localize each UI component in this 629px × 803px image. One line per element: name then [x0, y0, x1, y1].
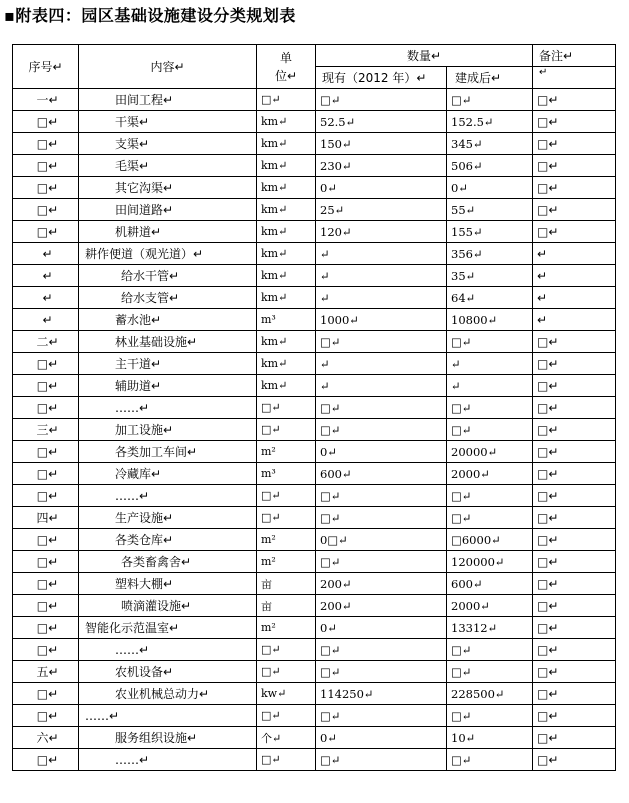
- row-seq: □↵: [13, 749, 79, 771]
- table-row: [13, 287, 616, 309]
- row-seq: 一↵: [13, 89, 79, 111]
- row-remarks: ↵: [533, 309, 616, 331]
- row-current: □↵: [316, 705, 447, 727]
- row-content: 支渠↵: [79, 133, 257, 155]
- header-content: 内容↵: [79, 45, 257, 89]
- table-row: [13, 727, 616, 749]
- row-planned: 0↵: [447, 177, 533, 199]
- row-current: 0↵: [316, 177, 447, 199]
- row-planned: 120000↵: [447, 551, 533, 573]
- table-row: [13, 749, 616, 771]
- table-row: [13, 375, 616, 397]
- row-remarks: □↵: [533, 419, 616, 441]
- row-remarks: ↵: [533, 243, 616, 265]
- row-remarks: □↵: [533, 595, 616, 617]
- row-content: 农机设备↵: [79, 661, 257, 683]
- row-content: 蓄水池↵: [79, 309, 257, 331]
- row-current: 0↵: [316, 441, 447, 463]
- row-current: 0↵: [316, 727, 447, 749]
- row-current: □↵: [316, 507, 447, 529]
- row-content: 辅助道↵: [79, 375, 257, 397]
- row-content: 各类仓库↵: [79, 529, 257, 551]
- row-planned: 506↵: [447, 155, 533, 177]
- row-seq: □↵: [13, 595, 79, 617]
- row-unit: km↵: [257, 265, 316, 287]
- row-remarks: □↵: [533, 617, 616, 639]
- row-planned: 356↵: [447, 243, 533, 265]
- row-seq: □↵: [13, 639, 79, 661]
- row-content: 加工设施↵: [79, 419, 257, 441]
- row-seq: □↵: [13, 397, 79, 419]
- row-current: □↵: [316, 749, 447, 771]
- row-seq: □↵: [13, 463, 79, 485]
- row-planned: □↵: [447, 397, 533, 419]
- row-seq: 二↵: [13, 331, 79, 353]
- row-seq: □↵: [13, 441, 79, 463]
- row-content: 服务组织设施↵: [79, 727, 257, 749]
- row-unit: m²: [257, 551, 316, 573]
- row-remarks: □↵: [533, 661, 616, 683]
- row-seq: □↵: [13, 617, 79, 639]
- row-content: 毛渠↵: [79, 155, 257, 177]
- row-content: 机耕道↵: [79, 221, 257, 243]
- table-row: [13, 265, 616, 287]
- row-current: 150↵: [316, 133, 447, 155]
- row-unit: □↵: [257, 661, 316, 683]
- row-planned: 2000↵: [447, 595, 533, 617]
- table-row: [13, 419, 616, 441]
- row-seq: □↵: [13, 133, 79, 155]
- row-remarks: □↵: [533, 639, 616, 661]
- row-seq: ↵: [13, 309, 79, 331]
- row-remarks: □↵: [533, 705, 616, 727]
- row-seq: ↵: [13, 243, 79, 265]
- row-remarks: □↵: [533, 353, 616, 375]
- row-planned: □↵: [447, 419, 533, 441]
- row-remarks: □↵: [533, 199, 616, 221]
- row-remarks: □↵: [533, 89, 616, 111]
- row-unit: km↵: [257, 177, 316, 199]
- row-unit: 个↵: [257, 727, 316, 749]
- row-seq: □↵: [13, 705, 79, 727]
- row-current: □↵: [316, 331, 447, 353]
- table-row: [13, 221, 616, 243]
- row-seq: 六↵: [13, 727, 79, 749]
- row-unit: □↵: [257, 397, 316, 419]
- row-remarks: □↵: [533, 463, 616, 485]
- row-content: 给水干管↵: [79, 265, 257, 287]
- row-content: ……↵: [79, 485, 257, 507]
- table-row: [13, 485, 616, 507]
- row-content: 田间道路↵: [79, 199, 257, 221]
- table-row: [13, 397, 616, 419]
- row-planned: ↵: [447, 375, 533, 397]
- row-unit: 亩: [257, 573, 316, 595]
- row-remarks: □↵: [533, 749, 616, 771]
- row-content: 各类加工车间↵: [79, 441, 257, 463]
- row-seq: □↵: [13, 573, 79, 595]
- table-row: [13, 639, 616, 661]
- row-unit: km↵: [257, 353, 316, 375]
- row-unit: □↵: [257, 89, 316, 111]
- row-seq: ↵: [13, 287, 79, 309]
- row-content: 林业基础设施↵: [79, 331, 257, 353]
- row-current: □↵: [316, 419, 447, 441]
- header-remarks-sub: ↵: [533, 67, 616, 89]
- table-row: [13, 89, 616, 111]
- row-current: 200↵: [316, 573, 447, 595]
- row-remarks: ↵: [533, 287, 616, 309]
- row-unit: m³: [257, 463, 316, 485]
- row-current: ↵: [316, 353, 447, 375]
- row-content: ……↵: [79, 639, 257, 661]
- row-unit: kw↵: [257, 683, 316, 705]
- row-current: 25↵: [316, 199, 447, 221]
- header-planned: 建成后↵: [447, 67, 533, 89]
- row-current: 114250↵: [316, 683, 447, 705]
- row-current: 0↵: [316, 617, 447, 639]
- table-row: [13, 111, 616, 133]
- table-row: [13, 661, 616, 683]
- row-planned: □↵: [447, 485, 533, 507]
- row-content: 农业机械总动力↵: [79, 683, 257, 705]
- row-current: 52.5↵: [316, 111, 447, 133]
- row-unit: km↵: [257, 133, 316, 155]
- row-seq: ↵: [13, 265, 79, 287]
- row-unit: □↵: [257, 485, 316, 507]
- table-row: [13, 683, 616, 705]
- table-body: [13, 89, 616, 771]
- table-row: [13, 507, 616, 529]
- table-row: [13, 353, 616, 375]
- row-planned: 55↵: [447, 199, 533, 221]
- row-unit: m³: [257, 309, 316, 331]
- row-remarks: □↵: [533, 133, 616, 155]
- row-planned: 35↵: [447, 265, 533, 287]
- row-seq: □↵: [13, 683, 79, 705]
- row-content: 喷滴灌设施↵: [79, 595, 257, 617]
- table-row: [13, 551, 616, 573]
- row-seq: □↵: [13, 375, 79, 397]
- row-unit: km↵: [257, 287, 316, 309]
- row-planned: □↵: [447, 749, 533, 771]
- row-content: 田间工程↵: [79, 89, 257, 111]
- row-remarks: □↵: [533, 111, 616, 133]
- row-planned: □↵: [447, 639, 533, 661]
- row-seq: □↵: [13, 155, 79, 177]
- row-planned: 152.5↵: [447, 111, 533, 133]
- row-seq: □↵: [13, 529, 79, 551]
- row-seq: □↵: [13, 199, 79, 221]
- row-remarks: □↵: [533, 155, 616, 177]
- row-current: ↵: [316, 375, 447, 397]
- row-remarks: □↵: [533, 573, 616, 595]
- row-current: 1000↵: [316, 309, 447, 331]
- row-planned: 600↵: [447, 573, 533, 595]
- row-current: 230↵: [316, 155, 447, 177]
- row-current: □↵: [316, 661, 447, 683]
- row-content: ……↵: [79, 705, 257, 727]
- row-seq: 三↵: [13, 419, 79, 441]
- row-unit: km↵: [257, 199, 316, 221]
- row-unit: m²: [257, 441, 316, 463]
- row-content: 给水支管↵: [79, 287, 257, 309]
- table-row: [13, 155, 616, 177]
- row-current: 600↵: [316, 463, 447, 485]
- row-planned: 228500↵: [447, 683, 533, 705]
- row-seq: 五↵: [13, 661, 79, 683]
- row-planned: 2000↵: [447, 463, 533, 485]
- row-unit: km↵: [257, 375, 316, 397]
- row-content: 各类畜禽舍↵: [79, 551, 257, 573]
- table-row: [13, 331, 616, 353]
- row-unit: m²: [257, 529, 316, 551]
- row-current: □↵: [316, 89, 447, 111]
- table-row: [13, 309, 616, 331]
- row-content: 智能化示范温室↵: [79, 617, 257, 639]
- row-remarks: ↵: [533, 265, 616, 287]
- row-remarks: □↵: [533, 177, 616, 199]
- header-remarks: 备注↵: [533, 45, 616, 67]
- row-remarks: □↵: [533, 727, 616, 749]
- header-current: 现有（2012 年）↵: [316, 67, 447, 89]
- row-content: ……↵: [79, 397, 257, 419]
- table-row: [13, 529, 616, 551]
- row-planned: □6000↵: [447, 529, 533, 551]
- row-planned: 13312↵: [447, 617, 533, 639]
- row-planned: □↵: [447, 661, 533, 683]
- row-unit: □↵: [257, 749, 316, 771]
- table-title: ▪附表四：园区基础设施建设分类规划表: [4, 6, 296, 25]
- row-planned: □↵: [447, 507, 533, 529]
- row-seq: □↵: [13, 111, 79, 133]
- row-unit: □↵: [257, 639, 316, 661]
- row-remarks: □↵: [533, 397, 616, 419]
- row-current: 200↵: [316, 595, 447, 617]
- row-remarks: □↵: [533, 551, 616, 573]
- row-seq: □↵: [13, 177, 79, 199]
- row-current: 120↵: [316, 221, 447, 243]
- row-remarks: □↵: [533, 507, 616, 529]
- row-planned: 345↵: [447, 133, 533, 155]
- row-seq: □↵: [13, 353, 79, 375]
- row-content: 生产设施↵: [79, 507, 257, 529]
- row-seq: □↵: [13, 485, 79, 507]
- row-current: 0□↵: [316, 529, 447, 551]
- row-seq: □↵: [13, 551, 79, 573]
- table-row: [13, 133, 616, 155]
- row-unit: km↵: [257, 111, 316, 133]
- table-row: [13, 573, 616, 595]
- table-row: [13, 463, 616, 485]
- row-unit: 亩: [257, 595, 316, 617]
- row-planned: ↵: [447, 353, 533, 375]
- table-row: [13, 243, 616, 265]
- row-planned: 10800↵: [447, 309, 533, 331]
- header-quantity: 数量↵: [316, 45, 533, 67]
- row-content: 其它沟渠↵: [79, 177, 257, 199]
- row-planned: 10↵: [447, 727, 533, 749]
- row-current: ↵: [316, 265, 447, 287]
- row-content: 冷藏库↵: [79, 463, 257, 485]
- row-current: □↵: [316, 397, 447, 419]
- table-row: [13, 441, 616, 463]
- row-current: ↵: [316, 287, 447, 309]
- row-unit: □↵: [257, 419, 316, 441]
- row-content: 塑料大棚↵: [79, 573, 257, 595]
- table-row: [13, 617, 616, 639]
- row-remarks: □↵: [533, 331, 616, 353]
- row-content: 干渠↵: [79, 111, 257, 133]
- row-remarks: □↵: [533, 485, 616, 507]
- header-unit: 单 位↵: [257, 45, 316, 89]
- row-planned: 64↵: [447, 287, 533, 309]
- header-seq: 序号↵: [13, 45, 79, 89]
- row-planned: □↵: [447, 331, 533, 353]
- row-planned: 155↵: [447, 221, 533, 243]
- row-unit: km↵: [257, 243, 316, 265]
- row-unit: km↵: [257, 331, 316, 353]
- row-seq: 四↵: [13, 507, 79, 529]
- row-remarks: □↵: [533, 683, 616, 705]
- row-unit: □↵: [257, 507, 316, 529]
- row-planned: □↵: [447, 89, 533, 111]
- row-remarks: □↵: [533, 221, 616, 243]
- table-row: [13, 705, 616, 727]
- row-planned: □↵: [447, 705, 533, 727]
- row-content: 主干道↵: [79, 353, 257, 375]
- row-unit: m²: [257, 617, 316, 639]
- row-current: ↵: [316, 243, 447, 265]
- row-remarks: □↵: [533, 441, 616, 463]
- table-row: [13, 177, 616, 199]
- row-current: □↵: [316, 551, 447, 573]
- row-remarks: □↵: [533, 375, 616, 397]
- table-row: [13, 199, 616, 221]
- row-seq: □↵: [13, 221, 79, 243]
- row-content: 耕作便道（观光道）↵: [79, 243, 257, 265]
- table-row: [13, 595, 616, 617]
- row-unit: □↵: [257, 705, 316, 727]
- row-current: □↵: [316, 639, 447, 661]
- row-remarks: □↵: [533, 529, 616, 551]
- row-planned: 20000↵: [447, 441, 533, 463]
- row-unit: km↵: [257, 221, 316, 243]
- row-current: □↵: [316, 485, 447, 507]
- infrastructure-plan-table: [12, 44, 616, 771]
- row-content: ……↵: [79, 749, 257, 771]
- row-unit: km↵: [257, 155, 316, 177]
